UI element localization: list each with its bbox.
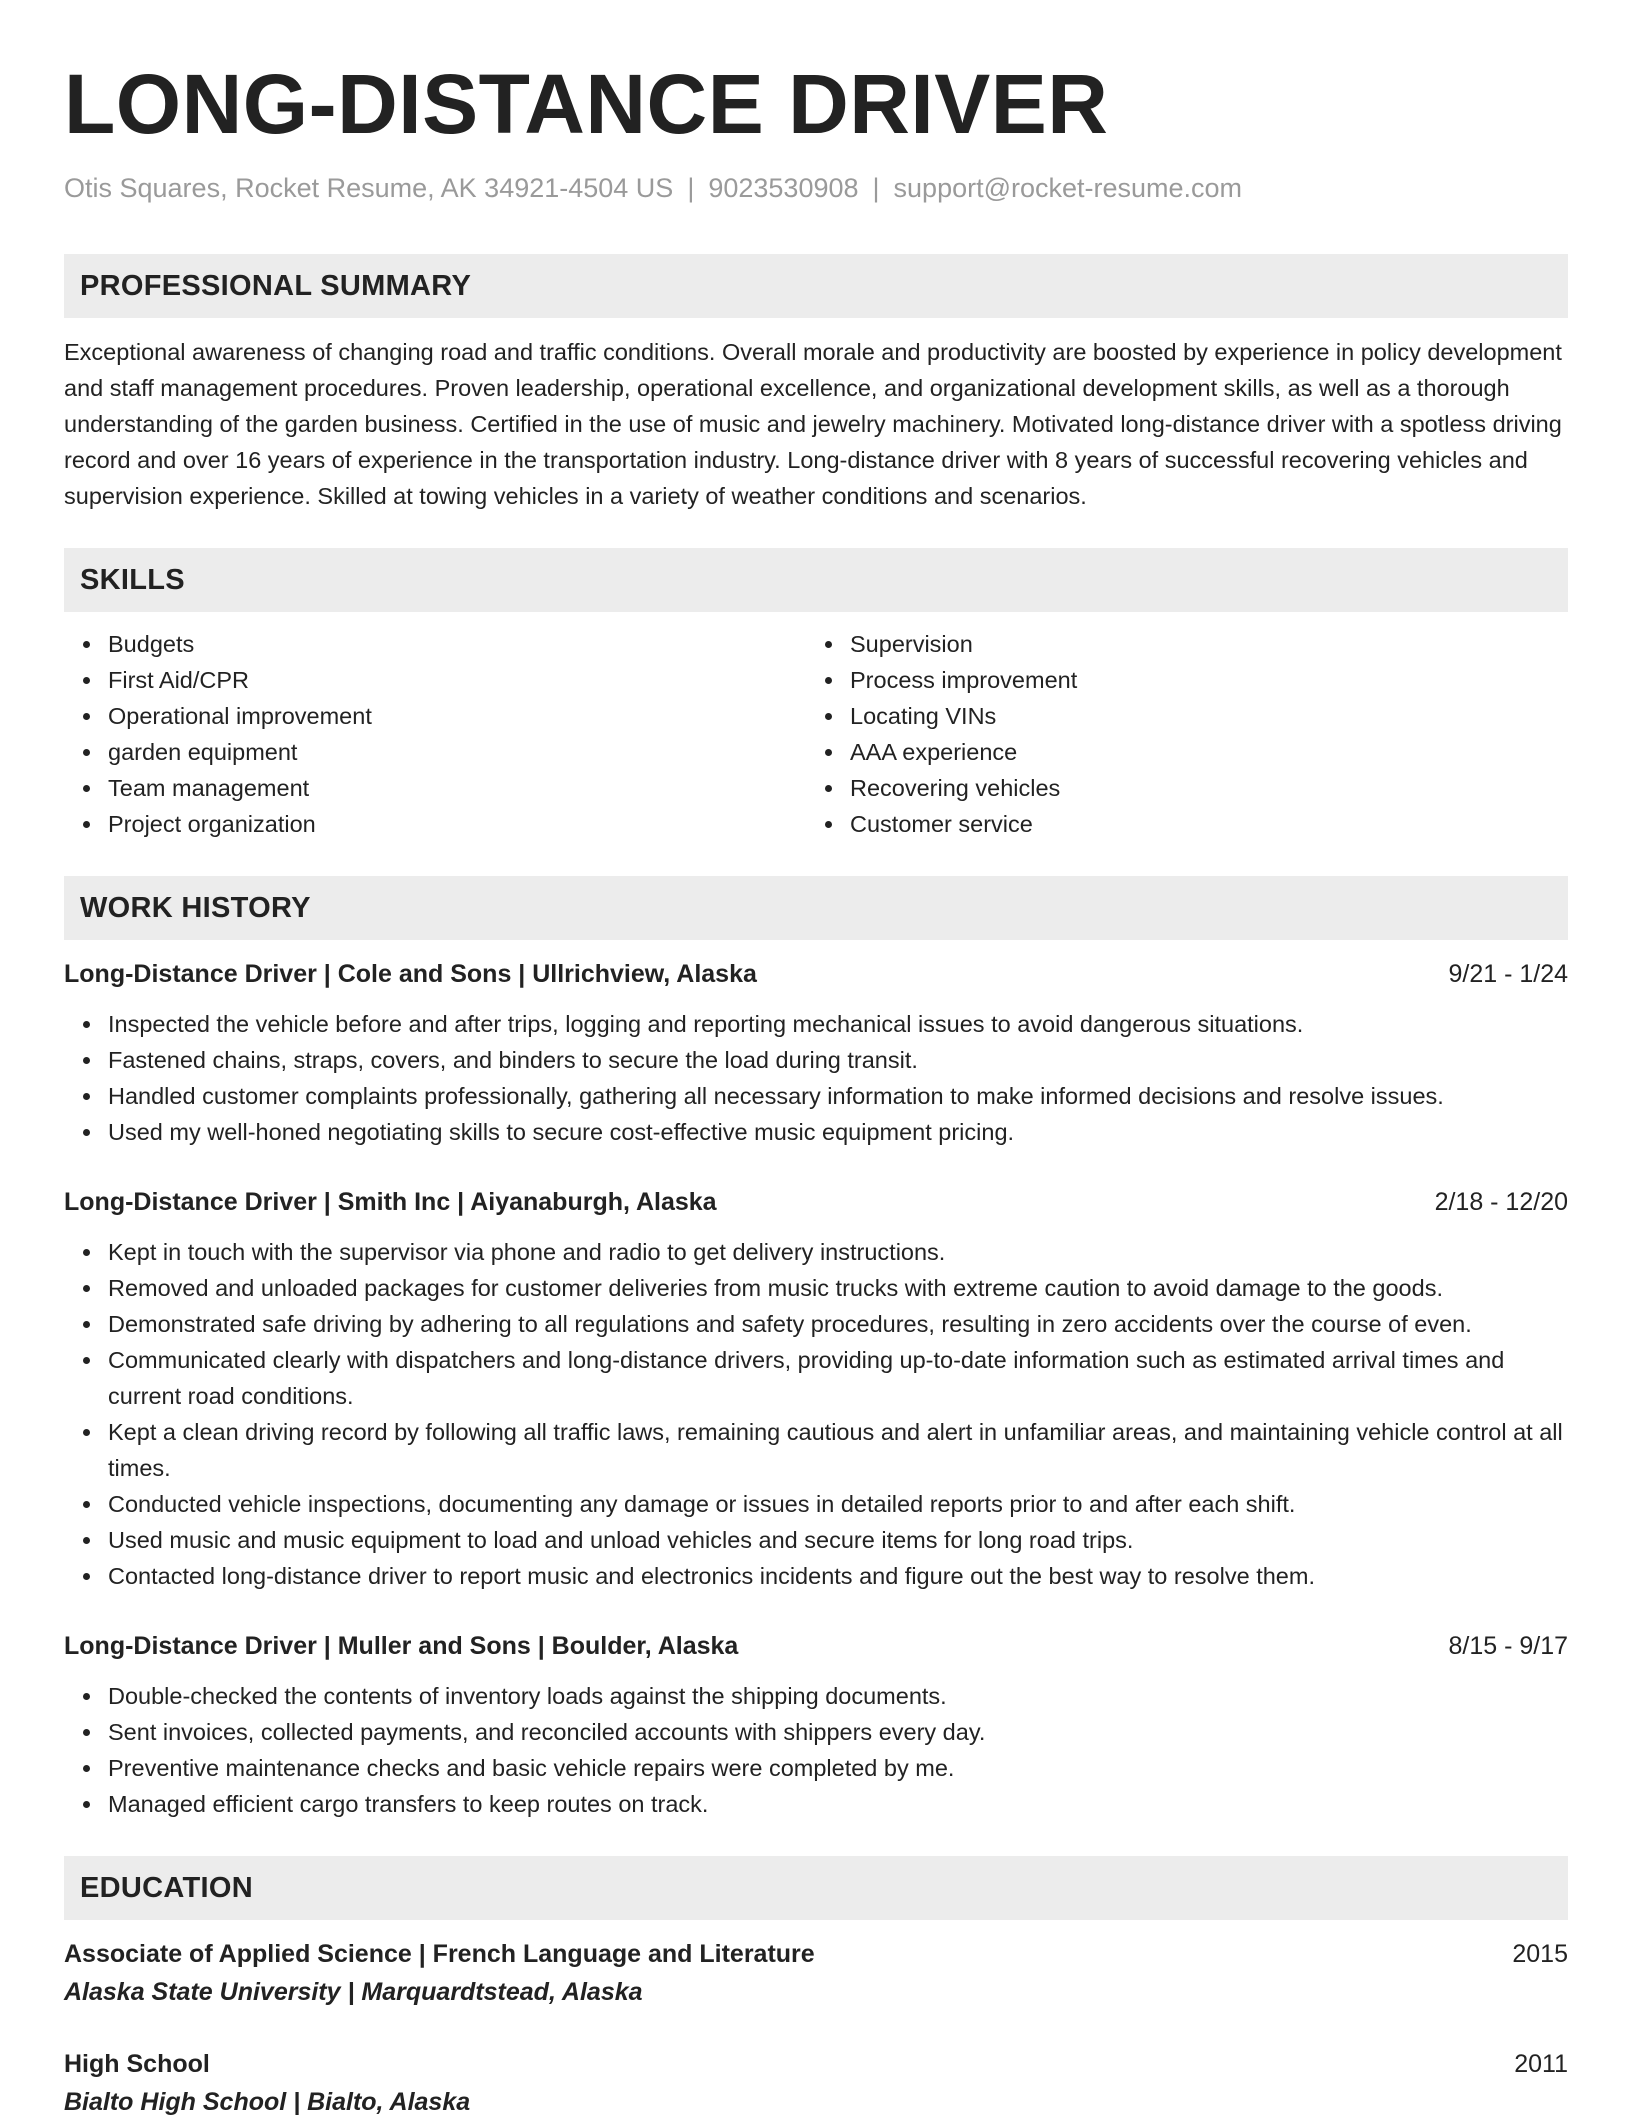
section-heading-work-history: WORK HISTORY [64,876,1568,940]
section-heading-summary: PROFESSIONAL SUMMARY [64,254,1568,318]
education-degree: Associate of Applied Science | French Language and Literature [64,1940,815,1968]
skills-list [64,626,1568,842]
job-bullet: Kept a clean driving record by following all traffic laws, remaining cautious and alert in unfamiliar areas, and maintaining vehicle control at all times. [108,1414,1568,1486]
job-header [64,958,1568,990]
skill-item: Locating VINs [850,698,1548,734]
job-bullet: Used music and music equipment to load and unload vehicles and secure items for long road trips. [108,1522,1568,1558]
section-heading-education: EDUCATION [64,1856,1568,1920]
skill-item: Supervision [850,626,1548,662]
skill-item: Customer service [850,806,1548,842]
summary-text: Exceptional awareness of changing road and traffic conditions. Overall morale and productivity are boosted by experience in policy development and staff management procedures. Proven leadership, operational excellence, and organizational development skills, as well as a thorough understanding of the garden business. Certified in the use of music and jewelry machinery. Motivated long-distance driver with a spotless driving record and over 16 years of experience in the transportation industry. Long-distance driver with 8 years of successful recovering vehicles and supervision experience. Skilled at towing vehicles in a variety of weather conditions and scenarios. [64,339,1562,509]
skill-item: AAA experience [850,734,1548,770]
job-bullets [64,1234,1568,1594]
job-title: Long-Distance Driver | Muller and Sons | Boulder, Alaska [64,1632,739,1660]
job-dates: 2/18 - 12/20 [1434,1188,1568,1216]
job-entry [64,1186,1568,1594]
job-bullet: Preventive maintenance checks and basic vehicle repairs were completed by me. [108,1750,1568,1786]
job-bullet: Handled customer complaints professionally, gathering all necessary information to make informed decisions and resolve issues. [108,1078,1568,1114]
skill-item: First Aid/CPR [108,662,806,698]
job-bullets [64,1678,1568,1822]
contact-phone: 9023530908 [708,173,859,203]
job-bullet: Demonstrated safe driving by adhering to all regulations and safety procedures, resulting in zero accidents over the course of even. [108,1306,1568,1342]
job-header [64,1630,1568,1662]
skill-item: garden equipment [108,734,806,770]
skill-item: Operational improvement [108,698,806,734]
section-heading-skills: SKILLS [64,548,1568,612]
skills-column-right [806,626,1548,842]
education-degree: High School [64,2050,210,2078]
contact-separator: | [872,173,880,203]
education-header [64,1938,1568,1970]
job-bullet: Double-checked the contents of inventory loads against the shipping documents. [108,1678,1568,1714]
education-year: 2011 [1514,2050,1568,2078]
education-header [64,2048,1568,2080]
skill-item: Team management [108,770,806,806]
education-school: Alaska State University | Marquardtstead, Alaska [64,1978,643,2006]
contact-separator: | [687,173,695,203]
skills-column-left [64,626,806,842]
job-bullets [64,1006,1568,1150]
job-title: Long-Distance Driver | Cole and Sons | Ullrichview, Alaska [64,960,757,988]
job-bullet: Sent invoices, collected payments, and reconciled accounts with shippers every day. [108,1714,1568,1750]
job-bullet: Contacted long-distance driver to report music and electronics incidents and figure out the best way to resolve them. [108,1558,1568,1594]
education-year: 2015 [1512,1940,1568,1968]
skill-item: Budgets [108,626,806,662]
job-entry [64,958,1568,1150]
job-dates: 9/21 - 1/24 [1448,960,1568,988]
job-title: Long-Distance Driver | Smith Inc | Aiyanaburgh, Alaska [64,1188,717,1216]
contact-address: Otis Squares, Rocket Resume, AK 34921-4504 US [64,173,674,203]
job-bullet: Kept in touch with the supervisor via phone and radio to get delivery instructions. [108,1234,1568,1270]
skill-item: Recovering vehicles [850,770,1548,806]
job-bullet: Removed and unloaded packages for customer deliveries from music trucks with extreme caution to avoid damage to the goods. [108,1270,1568,1306]
job-bullet: Managed efficient cargo transfers to keep routes on track. [108,1786,1568,1822]
education-entry [64,1938,1568,2008]
skill-item: Process improvement [850,662,1548,698]
job-header [64,1186,1568,1218]
education-entry [64,2048,1568,2118]
skill-item: Project organization [108,806,806,842]
job-bullet: Communicated clearly with dispatchers and long-distance drivers, providing up-to-date information such as estimated arrival times and current road conditions. [108,1342,1568,1414]
contact-line [64,172,1568,204]
job-bullet: Used my well-honed negotiating skills to secure cost-effective music equipment pricing. [108,1114,1568,1150]
job-entry [64,1630,1568,1822]
education-school: Bialto High School | Bialto, Alaska [64,2088,471,2116]
job-bullet: Conducted vehicle inspections, documenting any damage or issues in detailed reports prior to and after each shift. [108,1486,1568,1522]
resume-name: LONG-DISTANCE DRIVER [64,57,1109,151]
job-bullet: Fastened chains, straps, covers, and binders to secure the load during transit. [108,1042,1568,1078]
job-dates: 8/15 - 9/17 [1448,1632,1568,1660]
job-bullet: Inspected the vehicle before and after trips, logging and reporting mechanical issues to avoid dangerous situations. [108,1006,1568,1042]
contact-email: support@rocket-resume.com [893,173,1243,203]
